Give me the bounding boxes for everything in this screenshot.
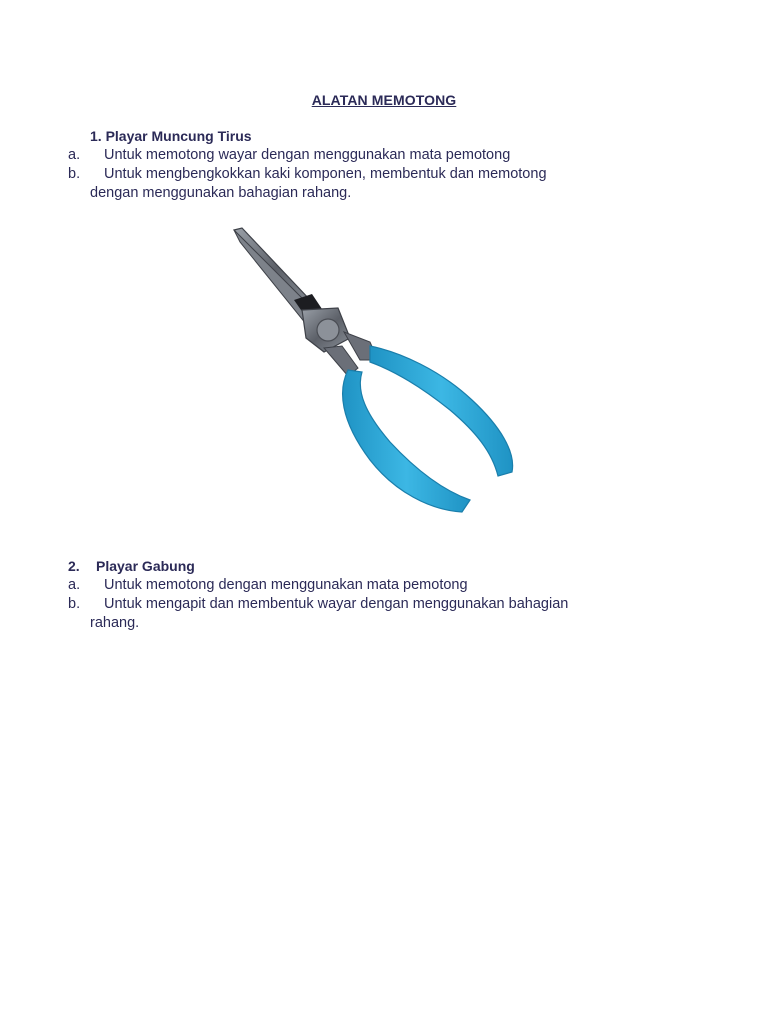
section-1-number: 1. bbox=[90, 128, 102, 144]
item-text: Untuk memotong wayar dengan menggunakan mata pemotong bbox=[104, 147, 511, 163]
section-1-item-b bbox=[68, 165, 547, 184]
item-marker: b. bbox=[68, 166, 81, 182]
section-1-title: Playar Muncung Tirus bbox=[105, 128, 252, 144]
section-2-title: Playar Gabung bbox=[96, 558, 195, 574]
section-2-item-b bbox=[68, 595, 568, 614]
section-1-item-b-continuation: dengan menggunakan bahagian rahang. bbox=[90, 185, 352, 201]
section-1-item-a bbox=[68, 146, 510, 165]
section-2-heading bbox=[68, 558, 195, 574]
item-marker: b. bbox=[68, 596, 81, 612]
section-2-item-a bbox=[68, 576, 468, 595]
item-marker: a. bbox=[68, 577, 81, 593]
section-2-number: 2. bbox=[68, 558, 80, 574]
item-text: Untuk memotong dengan menggunakan mata pemotong bbox=[104, 577, 468, 593]
item-text: Untuk mengbengkokkan kaki komponen, membentuk dan memotong bbox=[104, 166, 547, 182]
section-2-item-b-continuation: rahang. bbox=[90, 615, 140, 631]
page-title: ALATAN MEMOTONG bbox=[311, 92, 457, 108]
item-text: Untuk mengapit dan membentuk wayar dengan menggunakan bahagian bbox=[104, 596, 569, 612]
needle-nose-pliers-icon bbox=[220, 220, 520, 520]
item-marker: a. bbox=[68, 147, 81, 163]
section-1-heading bbox=[90, 128, 252, 144]
